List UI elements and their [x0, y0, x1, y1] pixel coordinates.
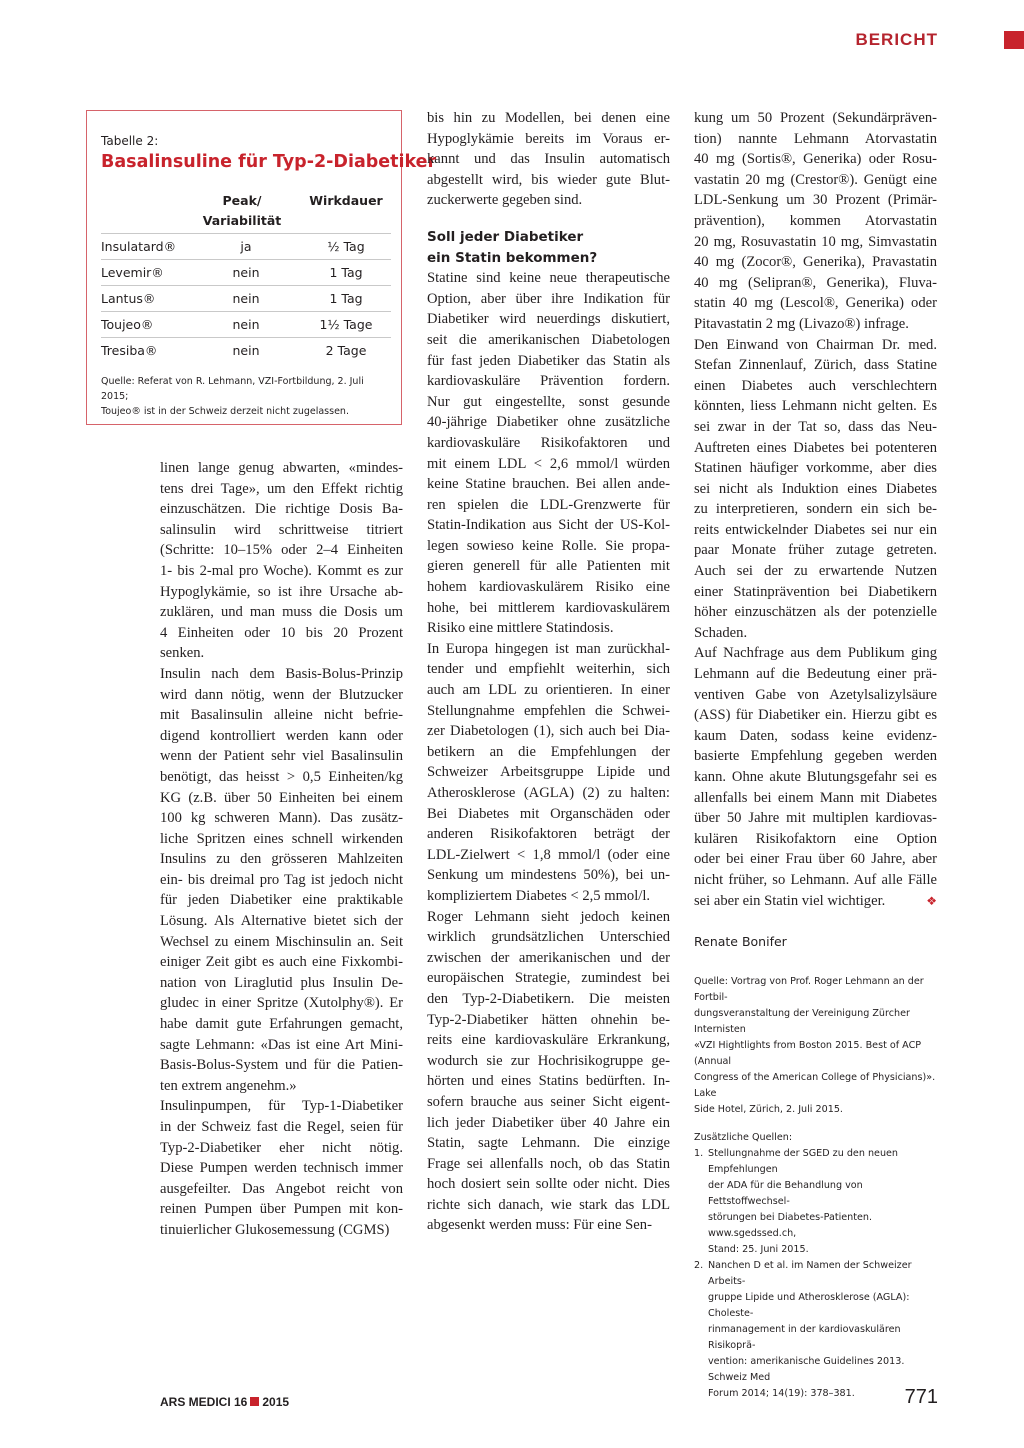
- row-name: Insulatard®: [101, 239, 177, 254]
- text-line: (ASS) für Diabetiker ein. Hierzu gibt es: [694, 707, 937, 724]
- text-line: digend kontrolliert werden kann oder: [160, 727, 403, 744]
- text-line: Schaden.: [694, 624, 748, 641]
- source-line: Quelle: Vortrag von Prof. Roger Lehmann an der Fortbil-: [694, 976, 924, 1003]
- text-line: Risiko eine mittlere Statindosis.: [427, 620, 614, 637]
- text-line: 4 Einheiten oder 10 bis 20 Prozent: [160, 624, 403, 641]
- table-note-line: Toujeo® ist in der Schweiz derzeit nicht zugelassen.: [101, 406, 349, 417]
- text-line: Typ-2-Diabetiker hätten ohnehin be-: [427, 1011, 670, 1028]
- text-line: LDL-Zielwert < 1,8 mmol/l (oder eine: [427, 846, 670, 863]
- text-line: Roger Lehmann sieht jedoch keinen: [427, 908, 670, 925]
- text-line: zu interpretieren, sondern ein sich be-: [694, 501, 937, 518]
- source-item: [694, 1146, 939, 1258]
- table-header-peak-line1: Peak/: [222, 193, 262, 208]
- text-line: 40 mg (Sortis®, Generika) oder Rosu-: [694, 151, 937, 168]
- text-line: Schweizer Arbeitsgruppe Lipide und: [427, 764, 670, 781]
- text-line: Statinen häufiger vorkomme, aber dies: [694, 460, 937, 477]
- text-line: Statin-Indikation aus Sicht der US-Kol-: [427, 517, 670, 534]
- article-column-1: [160, 458, 403, 1241]
- text-line: Diabetiker wird neuerdings diskutiert,: [427, 311, 670, 328]
- text-line: Lehmann auf die Bedeutung einer prä-: [694, 666, 937, 683]
- text-line: Option, aber über ihre Indikation für: [427, 290, 670, 307]
- source-item: [694, 1258, 939, 1402]
- journal-name: ARS MEDICI 16: [160, 1395, 248, 1409]
- source-item-line: Stand: 25. Juni 2015.: [708, 1244, 809, 1255]
- text-line: hörten und eines Statins bedürften. In-: [427, 1073, 670, 1090]
- source-line: dungsveranstaltung der Vereinigung Zürcher Internisten: [694, 1008, 910, 1035]
- text-line: in der Schweiz fast die Regel, seien für: [160, 1119, 403, 1135]
- text-line: zer Diabetologen (1), sich auch bei Dia-: [427, 723, 670, 740]
- source-item-line: gruppe Lipide und Atherosklerose (AGLA): Choleste-: [708, 1292, 910, 1319]
- column-3-body: [694, 108, 937, 911]
- sources-list: [694, 1146, 939, 1402]
- table-row: [101, 233, 391, 260]
- text-line: Bei Diabetes mit Organschäden oder: [427, 805, 670, 822]
- article-column-3: [694, 108, 937, 911]
- source-item-line: störungen bei Diabetes-Patienten. www.sgedssed.ch,: [708, 1212, 873, 1239]
- text-line: ventiven Gabe von Azetylsalizylsäure: [694, 686, 937, 703]
- column-2-body: [427, 268, 670, 1236]
- text-line: LDL-Senkung um 30 Prozent (Primär-: [694, 192, 937, 209]
- text-line: 100 kg schweren Mann). Das zusätz-: [160, 810, 403, 827]
- footer-journal: [160, 1395, 289, 1409]
- text-line: habe damit gute Erfahrungen gemacht,: [160, 1016, 403, 1033]
- row-name: Lantus®: [101, 291, 156, 306]
- text-line: Nur gut eingestellte, sonst gesunde: [427, 393, 670, 410]
- journal-year: 2015: [262, 1395, 290, 1409]
- text-line: auch am LDL zu orientieren. In einer: [427, 682, 670, 699]
- text-line: linen lange genug abwarten, «mindes-: [160, 460, 403, 476]
- text-line: abgestellt wird, bis wieder gute Blut-: [427, 171, 670, 188]
- text-line: senken.: [160, 645, 205, 662]
- sources-block: [694, 974, 939, 1402]
- text-line: Insulinpumpen, für Typ-1-Diabetiker: [160, 1098, 403, 1115]
- table-note-line: Quelle: Referat von R. Lehmann, VZI-Fortbildung, 2. Juli 2015;: [101, 376, 364, 402]
- text-line: allenfalls bei einem Mann mit Diabetes: [694, 789, 937, 806]
- text-line: reits entwickelnder Diabetes sei nur ein: [694, 521, 937, 538]
- author-name: Renate Bonifer: [694, 934, 787, 949]
- text-line: nicht früher, so Lehmann. Auf alle Fälle: [694, 871, 937, 888]
- text-line: liche Spritzen eines schnell wirkenden: [160, 830, 403, 847]
- text-line: 20 mg, Rosuvastatin 10 mg, Simvastatin: [694, 233, 937, 250]
- section-marker: [1004, 31, 1024, 49]
- row-peak: nein: [232, 317, 260, 332]
- text-line: kaum Daten, sodass keine evidenz-: [694, 727, 937, 744]
- text-line: wirklich grundsätzlichen Unterschied: [427, 929, 670, 946]
- table-row: [101, 285, 391, 312]
- text-line: statin 40 mg (Lescol®, Generika) oder: [694, 295, 937, 312]
- section-label: BERICHT: [855, 30, 938, 49]
- text-line: 1- bis 2-mal pro Woche). Kommt es zur: [160, 562, 403, 579]
- text-line: prävention), kommen Atorvastatin: [694, 212, 937, 229]
- text-line: keine Statine brauchen. Bei allen ande-: [427, 476, 670, 493]
- row-duration: 1 Tag: [329, 265, 363, 280]
- text-line: In Europa hingegen ist man zurückhal-: [427, 640, 670, 657]
- row-peak: ja: [240, 239, 252, 254]
- text-line: abgesenkt werden muss: Für eine Sen-: [427, 1217, 652, 1234]
- text-line: kompliziertem Diabetes < 2,5 mmol/l.: [427, 887, 651, 904]
- sources-main: [694, 974, 939, 1118]
- row-name: Toujeo®: [101, 317, 154, 332]
- row-duration: 1½ Tage: [319, 317, 373, 332]
- text-line: paar Monate früher zutage getreten.: [694, 542, 937, 559]
- text-line: (Schritte: 10–15% oder 2–4 Einheiten: [160, 542, 403, 559]
- text-line: KG (z.B. über 50 Einheiten bei einem: [160, 789, 403, 806]
- text-line: Diese Pumpen werden technisch immer: [160, 1160, 403, 1177]
- text-line: Typ-2-Diabetiker eher nicht nötig.: [160, 1139, 403, 1156]
- text-line: nation von Liraglutid plus Insulin De-: [160, 974, 403, 991]
- row-duration: 1 Tag: [329, 291, 363, 306]
- table-box: [86, 110, 437, 425]
- text-line: kardiovaskuläre Risikofaktoren und: [427, 434, 670, 451]
- source-item-line: Stellungnahme der SGED zu den neuen Empfehlungen: [708, 1148, 899, 1175]
- text-line: anderen Risikofaktoren beträgt der: [427, 826, 670, 843]
- text-line: basierte Empfehlung gegeben werden: [694, 748, 937, 765]
- table-note: [101, 374, 391, 419]
- text-line: mit Basalinsulin alleine nicht befrie-: [160, 707, 403, 724]
- text-line: Basis-Bolus-System und für die Patien-: [160, 1057, 403, 1074]
- text-line: Hypoglykämie, so ist ihre Ursache ab-: [160, 583, 403, 600]
- text-line: Stefan Zinnenlauf, Zürich, dass Statine: [694, 357, 937, 374]
- text-line: seit die amerikanischen Diabetologen: [427, 331, 670, 348]
- text-line: europäischen Strategie, zumindest bei: [427, 970, 670, 987]
- text-line: sagte Lehmann: «Das ist eine Art Mini-: [160, 1036, 403, 1053]
- row-duration: ½ Tag: [327, 239, 365, 254]
- text-line: Stellungnahme empfehlen die Schwei-: [427, 702, 670, 719]
- source-line: Congress of the American College of Physicians)». Lake: [694, 1072, 936, 1099]
- text-line: gludec in einer Spritze (Xutolphy®). Er: [160, 995, 403, 1012]
- row-peak: nein: [232, 265, 260, 280]
- text-line: tender und empfiehlt weiterhin, sich: [427, 661, 670, 678]
- text-line: kulären Risikofaktorn eine Option: [694, 830, 937, 847]
- text-line: sei nicht als Induktion eines Diabetes: [694, 480, 937, 497]
- table-row: [101, 259, 391, 286]
- text-line: mit einem LDL < 2,6 mmol/l würden: [427, 455, 670, 472]
- text-line: betikern an die Empfehlungen der: [427, 743, 670, 760]
- page-number: 771: [904, 1386, 938, 1408]
- text-line: Atherosklerose (AGLA) (2) zu halten:: [427, 785, 670, 801]
- text-line: legen sowieso keine Rolle. Sie propa-: [427, 537, 670, 554]
- row-peak: nein: [232, 291, 260, 306]
- text-line: benötigt, das heisst > 0,5 Einheiten/kg: [160, 768, 403, 785]
- text-line: Auch sei der zu erwartende Nutzen: [694, 563, 937, 580]
- text-line: wird dann nötig, wenn der Blutzucker: [160, 686, 403, 703]
- text-line: Auf Nachfrage aus dem Publikum ging: [694, 645, 937, 662]
- text-line: Auftreten eines Diabetes bei potenteren: [694, 439, 937, 456]
- text-line: vastatin 20 mg (Crestor®). Genügt eine: [694, 171, 937, 188]
- text-line: Wechsel zu einem Mischinsulin an. Seit: [160, 933, 403, 950]
- table-row: [101, 311, 391, 338]
- subheading-line: ein Statin bekommen?: [427, 249, 598, 266]
- source-item-line: der ADA für die Behandlung von Fettstoffwechsel-: [708, 1180, 863, 1207]
- text-line: wodurch sie zur Hochrisikogruppe ge-: [427, 1052, 670, 1069]
- text-line: wenn der Patient sehr viel Basalinsulin: [160, 748, 403, 765]
- text-line: den Typ-2-Diabetikern. Die meisten: [427, 990, 670, 1007]
- text-line: zuklären, und man muss die Dosis um: [160, 604, 403, 621]
- subheading: [427, 227, 670, 268]
- text-line: kung um 50 Prozent (Sekundärpräven-: [694, 110, 937, 126]
- text-line: kann. Ohne akute Blutungsgefahr sei es: [694, 769, 937, 785]
- source-line: «VZI Hightlights from Boston 2015. Best of ACP (Annual: [694, 1040, 922, 1067]
- text-line: richte sich danach, wie stark das LDL: [427, 1196, 670, 1213]
- text-line: lich jeder Diabetiker über 40 Jahre ein: [427, 1114, 670, 1131]
- text-line: kannt und das Insulin automatisch: [427, 151, 670, 168]
- text-line: tinuierlicher Glukosemessung (CGMS): [160, 1221, 390, 1238]
- text-line: über 50 Jahre mit multiplen kardiovas-: [694, 810, 937, 827]
- text-line: einer Statinprävention bei Diabetikern: [694, 583, 937, 600]
- text-line: für fast jeden Diabetiker das Statin als: [427, 352, 670, 369]
- row-duration: 2 Tage: [325, 343, 367, 358]
- text-line: Statin, sagte Lehmann. Die einzige: [427, 1135, 670, 1152]
- text-line: ein- bis dreimal pro Tag ist jedoch nicht: [160, 871, 403, 888]
- text-line: 40 mg (Selipran®, Generika), Fluva-: [694, 274, 937, 291]
- text-line: reits eine kardiovaskuläre Erkrankung,: [427, 1032, 670, 1049]
- table-header-duration: Wirkdauer: [309, 193, 383, 208]
- source-item-number: 1.: [694, 1148, 704, 1159]
- text-line: zuckerwerte gegeben sind.: [427, 192, 583, 209]
- text-line: sofern brauche aus seiner Sicht eigent-: [427, 1093, 670, 1110]
- table-header-peak-line2: Variabilität: [202, 213, 282, 228]
- row-name: Tresiba®: [101, 343, 158, 358]
- footer-marker: [250, 1397, 259, 1406]
- text-line: ausgefeilter. Das Angebot reicht von: [160, 1180, 403, 1197]
- sources-extra-title: Zusätzliche Quellen:: [694, 1132, 793, 1143]
- text-line: ren spielen die LDL-Grenzwerte für: [427, 496, 670, 513]
- text-line: einzuschätzen. Die richtige Dosis Ba-: [160, 501, 403, 518]
- source-line: Side Hotel, Zürich, 2. Juli 2015.: [694, 1104, 843, 1115]
- source-item-line: Nanchen D et al. im Namen der Schweizer Arbeits-: [708, 1260, 912, 1287]
- text-line: bis hin zu Modellen, bei denen eine: [427, 110, 670, 126]
- text-line: hoch dosiert sein sollte oder nicht. Dies: [427, 1176, 670, 1193]
- text-line: Hypoglykämie bereits im Voraus er-: [427, 130, 670, 147]
- text-line: 40 mg (Zocor®, Generika), Pravastatin: [694, 254, 937, 271]
- text-line: zwischen der amerikanischen und der: [427, 949, 670, 966]
- text-line: einiger Zeit gibt es auch eine Fixkombi-: [160, 954, 403, 971]
- text-line: reinen Pumpen über Pumpen mit kon-: [160, 1201, 403, 1218]
- table-row: [101, 337, 391, 364]
- text-line: Frage sei allenfalls noch, ob das Statin: [427, 1155, 670, 1172]
- source-item-line: Forum 2014; 14(19): 378–381.: [708, 1388, 855, 1399]
- article-column-2: [427, 108, 670, 1236]
- source-item-number: 2.: [694, 1260, 704, 1271]
- text-line: oder bei einer Frau über 60 Jahre, aber: [694, 851, 937, 868]
- text-line: für jeden Diabetiker eine praktikable: [160, 892, 403, 909]
- table-title: Basalinsuline für Typ-2-Diabetiker: [101, 152, 437, 172]
- text-line: gieren generell für alle Patienten mit: [427, 558, 670, 575]
- text-line: sei aber ein Statin viel wichtiger.: [694, 892, 886, 909]
- text-line: Insulins zu den grösseren Mahlzeiten: [160, 851, 403, 868]
- column-2-intro: [427, 108, 670, 211]
- text-line: einen Diabetes auch verschlechtern: [694, 377, 937, 394]
- text-line: Insulin nach dem Basis-Bolus-Prinzip: [160, 665, 403, 682]
- table-header-peak: [192, 191, 292, 231]
- text-line: tens drei Tage», um den Effekt richtig: [160, 480, 403, 497]
- text-line: Statine sind keine neue therapeutische: [427, 270, 670, 287]
- text-line: Pitavastatin 2 mg (Livazo®) infrage.: [694, 315, 909, 332]
- text-line: hohem kardiovaskulärem Risiko eine: [427, 579, 670, 596]
- row-name: Levemir®: [101, 265, 164, 280]
- row-peak: nein: [232, 343, 260, 358]
- text-line: hohe, bei mittlerem kardiovaskulärem: [427, 599, 670, 616]
- text-line: salinsulin wird schrittweise titriert: [160, 521, 403, 538]
- text-line: Senkung um mindestens 50%), bei un-: [427, 867, 670, 884]
- subheading-line: Soll jeder Diabetiker: [427, 228, 584, 245]
- text-line: ten extrem angenehm.»: [160, 1077, 297, 1094]
- source-item-line: vention: amerikanische Guidelines 2013. Schweiz Med: [708, 1356, 905, 1383]
- text-line: 40-jährige Diabetiker ohne zusätzliche: [427, 414, 670, 431]
- source-item-line: rinmanagement in der kardiovaskulären Risikoprä-: [708, 1324, 901, 1351]
- text-line: tion) nannte Lehmann Atorvastatin: [694, 130, 937, 147]
- table-kicker: Tabelle 2:: [101, 134, 159, 148]
- text-line: Lösung. Als Alternative bietet sich der: [160, 913, 403, 930]
- text-line: kardiovaskuläre Prävention fordern.: [427, 373, 670, 390]
- text-line: höher einzuschätzen als der potenzielle: [694, 604, 937, 621]
- text-line: sei zwar in der Tat so, dass das Neu-: [694, 418, 937, 435]
- end-mark-icon: ❖: [926, 893, 937, 908]
- text-line: Den Einwand von Chairman Dr. med.: [694, 336, 937, 353]
- text-line: könnten, liess Lehmann nicht gelten. Es: [694, 398, 937, 415]
